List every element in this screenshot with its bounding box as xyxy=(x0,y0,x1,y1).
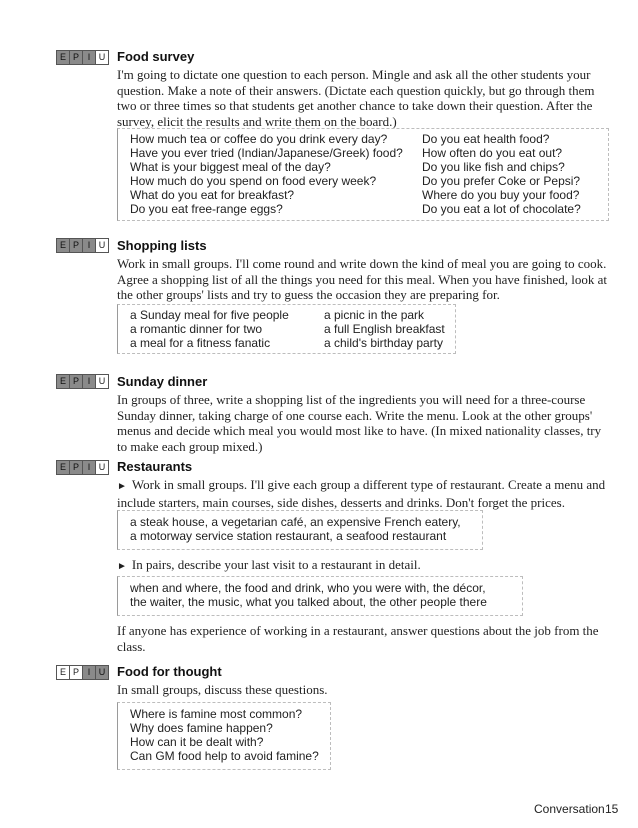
badge-e: E xyxy=(57,375,70,388)
badge-e: E xyxy=(57,666,70,679)
badge-u: U xyxy=(98,376,106,386)
meal-item: a child's birthday party xyxy=(324,336,444,350)
badge-i: I xyxy=(83,461,96,474)
section-title-food-for-thought: Food for thought xyxy=(117,664,222,679)
food-for-thought-text: In small groups, discuss these questions. xyxy=(117,682,328,697)
level-badge xyxy=(56,50,109,65)
question-column-left xyxy=(130,132,422,216)
badge-u: U xyxy=(98,52,106,62)
badge-p: P xyxy=(70,239,83,252)
question-item: What do you eat for breakfast? xyxy=(130,188,295,202)
question-item: Have you ever tried (Indian/Japanese/Greek) food? xyxy=(130,146,403,160)
question-item: Do you eat free-range eggs? xyxy=(130,202,283,216)
section-title-food-survey: Food survey xyxy=(117,49,195,64)
question-item: Do you eat a lot of chocolate? xyxy=(422,202,581,216)
question-item: How much do you spend on food every week? xyxy=(130,174,377,188)
arrow-bullet-icon: ► xyxy=(117,561,127,572)
level-badge xyxy=(56,238,109,253)
question-item: Do you like fish and chips? xyxy=(422,160,565,174)
meal-item: a picnic in the park xyxy=(324,308,425,322)
meal-item: a Sunday meal for five people xyxy=(130,308,289,322)
question-column-right xyxy=(422,132,581,216)
restaurants-instruction: Work in small groups. I'll give each group a different type of restaurant. Create a menu and include starters, main courses, side dishes, desserts and drinks. Don't forget the prices. xyxy=(117,477,606,510)
badge-u: U xyxy=(98,462,106,472)
restaurant-types-box xyxy=(117,510,483,550)
badge-u: U xyxy=(96,666,108,679)
meal-column-left xyxy=(130,308,324,350)
visit-details-box xyxy=(117,576,523,616)
arrow-bullet-icon: ► xyxy=(117,481,127,492)
shopping-lists-text: Work in small groups. I'll come round and write down the kind of meal you are going to cook. Agree a shopping list of all the things you need for this meal. When you have finished, look at the other groups' lists and try to guess the occasion they are preparing for. xyxy=(117,256,608,302)
discussion-question: Can GM food help to avoid famine? xyxy=(130,749,319,763)
restaurants-text-2 xyxy=(117,557,612,575)
badge-i: I xyxy=(83,51,96,64)
badge-u: U xyxy=(98,240,106,250)
badge-i: I xyxy=(83,375,96,388)
badge-i: I xyxy=(83,666,96,679)
meal-item: a romantic dinner for two xyxy=(130,322,263,336)
badge-p: P xyxy=(70,666,83,679)
section-title-restaurants: Restaurants xyxy=(117,459,193,474)
level-badge xyxy=(56,460,109,475)
pairs-instruction: In pairs, describe your last visit to a restaurant in detail. xyxy=(131,557,421,572)
restaurants-text-3: If anyone has experience of working in a restaurant, answer questions about the job from the class. xyxy=(117,623,599,654)
question-item: Where do you buy your food? xyxy=(422,188,580,202)
discussion-question: Where is famine most common? xyxy=(130,707,303,721)
meal-item: a full English breakfast xyxy=(324,322,445,336)
food-survey-text: I'm going to dictate one question to each person. Mingle and ask all the other students your question. Make a note of their answers. (Dictate each question quickly, but go through them two or three times so that students get another chance to take down their question. After the survey, elicit the results and write them on the board.) xyxy=(117,67,595,129)
badge-e: E xyxy=(57,461,70,474)
question-item: Do you eat health food? xyxy=(422,132,550,146)
badge-p: P xyxy=(70,461,83,474)
question-item: What is your biggest meal of the day? xyxy=(130,160,331,174)
question-item: How much tea or coffee do you drink every day? xyxy=(130,132,388,146)
discussion-question: Why does famine happen? xyxy=(130,721,273,735)
badge-e: E xyxy=(57,239,70,252)
question-item: How often do you eat out? xyxy=(422,146,563,160)
meal-types-box xyxy=(117,304,456,354)
restaurant-types-line: a steak house, a vegetarian café, an expensive French eatery, xyxy=(130,515,461,529)
visit-details-line: the waiter, the music, what you talked about, the other people there xyxy=(130,595,487,609)
footer-section-label: Conversation xyxy=(534,802,605,816)
restaurant-types-line: a motorway service station restaurant, a seafood restaurant xyxy=(130,529,447,543)
badge-e: E xyxy=(57,51,70,64)
question-item: Do you prefer Coke or Pepsi? xyxy=(422,174,581,188)
level-badge xyxy=(56,374,109,389)
section-title-shopping-lists: Shopping lists xyxy=(117,238,207,253)
discussion-question: How can it be dealt with? xyxy=(130,735,264,749)
section-title-sunday-dinner: Sunday dinner xyxy=(117,374,208,389)
badge-p: P xyxy=(70,51,83,64)
visit-details-line: when and where, the food and drink, who you were with, the décor, xyxy=(130,581,486,595)
badge-p: P xyxy=(70,375,83,388)
food-survey-question-box xyxy=(117,128,609,221)
level-badge xyxy=(56,665,109,680)
sunday-dinner-text: In groups of three, write a shopping list of the ingredients you will need for a three-course Sunday dinner, taking charge of one course each. Write the menu. Look at the other groups' menus and decide which meal you would most like to have. (In mixed nationality classes, try to make each group mixed.) xyxy=(117,392,602,454)
meal-item: a meal for a fitness fanatic xyxy=(130,336,271,350)
meal-column-right xyxy=(324,308,445,350)
discussion-questions-box xyxy=(117,702,331,770)
page-number: 15 xyxy=(605,802,619,816)
restaurants-text-1 xyxy=(117,477,612,510)
badge-i: I xyxy=(83,239,96,252)
